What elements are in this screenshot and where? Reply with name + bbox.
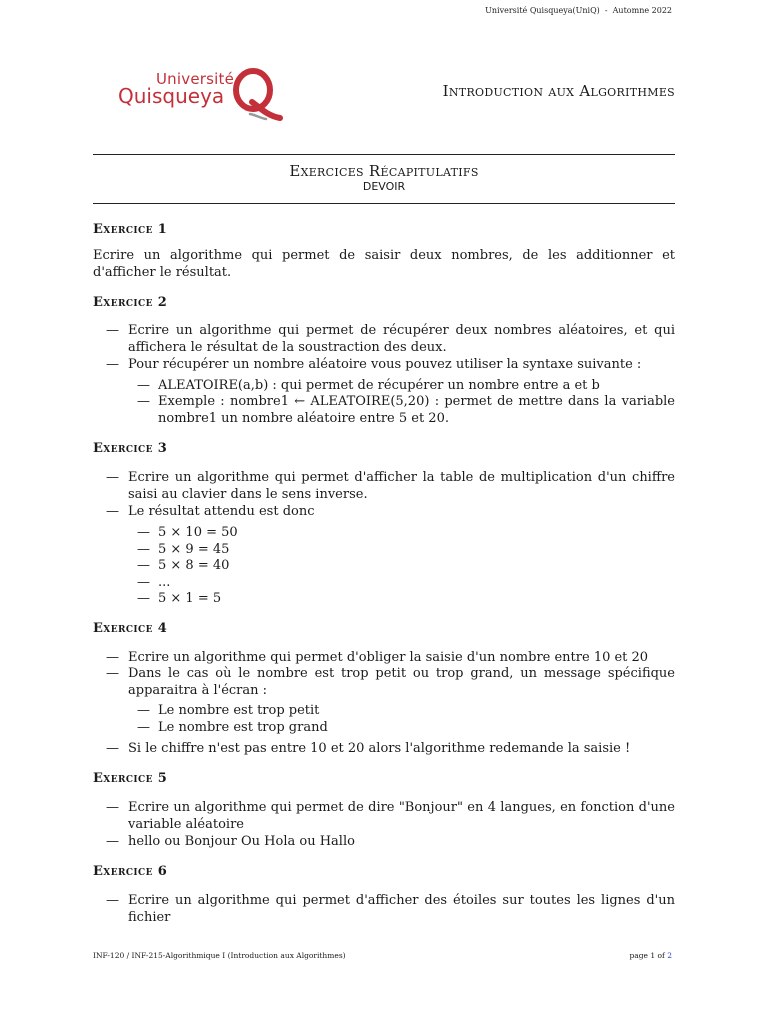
document-title: Exercices Récapitulatifs xyxy=(289,162,479,180)
list-item: — Ecrire un algorithme qui permet de dire "Bonjour" en 4 langues, en fonction d'une variable aléatoire xyxy=(106,800,675,832)
university-logo xyxy=(118,68,293,122)
exercise-1-heading: Exercice 1 xyxy=(93,222,168,237)
q-logo-icon xyxy=(230,68,286,122)
exercise-4-heading: Exercice 4 xyxy=(93,621,168,636)
top-header xyxy=(485,6,672,15)
sub-list-item: — 5 × 1 = 5 xyxy=(137,591,222,606)
bullet-dash: — xyxy=(106,323,119,338)
bullet-dash: — xyxy=(106,893,119,908)
sub-list-item: — 5 × 8 = 40 xyxy=(137,558,230,573)
term: Automne 2022 xyxy=(612,6,672,15)
bullet-dash: — xyxy=(137,703,150,718)
exercise-5-heading: Exercice 5 xyxy=(93,771,168,786)
logo-text-universite: Université xyxy=(156,70,235,88)
document-subtitle: DEVOIR xyxy=(362,180,406,193)
sub-list-item: — Exemple : nombre1 ← ALEATOIRE(5,20) : permet de mettre dans la variable nombre1 un nombre aléatoire entre 5 et 20. xyxy=(137,394,675,426)
exercise-1-text: Ecrire un algorithme qui permet de saisir deux nombres, de les additionner et d'afficher le résultat. xyxy=(93,248,675,280)
bullet-dash: — xyxy=(137,720,150,735)
list-item: — hello ou Bonjour Ou Hola ou Hallo xyxy=(106,834,355,849)
bullet-dash: — xyxy=(106,357,119,372)
sub-list-item: — ALEATOIRE(a,b) : qui permet de récupérer un nombre entre a et b xyxy=(137,378,600,393)
bullet-dash: — xyxy=(137,394,150,409)
bullet-dash: — xyxy=(106,666,119,681)
list-item: — Ecrire un algorithme qui permet de récupérer deux nombres aléatoires, et qui affichera le résultat de la soustraction des deux. xyxy=(106,323,675,355)
title-rule-top xyxy=(93,154,675,155)
footer-course: INF-120 / INF-215-Algorithmique I (Introduction aux Algorithmes) xyxy=(93,951,346,960)
exercise-3-heading: Exercice 3 xyxy=(93,441,168,456)
bullet-dash: — xyxy=(137,558,150,573)
bullet-dash: — xyxy=(137,542,150,557)
sub-list-item: — 5 × 9 = 45 xyxy=(137,542,230,557)
sub-list-item: — Le nombre est trop grand xyxy=(137,720,328,735)
university-name: Université Quisqueya(UniQ) xyxy=(485,6,600,15)
total-pages-link[interactable]: 2 xyxy=(667,951,672,960)
title-rule-bottom xyxy=(93,203,675,204)
list-item: — Le résultat attendu est donc xyxy=(106,504,315,519)
logo-text-quisqueya: Quisqueya xyxy=(118,84,225,108)
list-item: — Pour récupérer un nombre aléatoire vous pouvez utiliser la syntaxe suivante : xyxy=(106,357,642,372)
bullet-dash: — xyxy=(106,504,119,519)
bullet-dash: — xyxy=(106,741,119,756)
bullet-dash: — xyxy=(137,525,150,540)
bullet-dash: — xyxy=(137,591,150,606)
bullet-dash: — xyxy=(106,800,119,815)
list-item: — Si le chiffre n'est pas entre 10 et 20 alors l'algorithme redemande la saisie ! xyxy=(106,741,631,756)
sub-list-item: — 5 × 10 = 50 xyxy=(137,525,238,540)
list-item: — Ecrire un algorithme qui permet d'afficher des étoiles sur toutes les lignes d'un fichier xyxy=(106,893,675,925)
sub-list-item: — Le nombre est trop petit xyxy=(137,703,320,718)
bullet-dash: — xyxy=(137,378,150,393)
bullet-dash: — xyxy=(106,470,119,485)
bullet-dash: — xyxy=(137,575,150,590)
bullet-dash: — xyxy=(106,834,119,849)
list-item: — Ecrire un algorithme qui permet d'afficher la table de multiplication d'un chiffre saisi au clavier dans le sens inverse. xyxy=(106,470,675,502)
sub-list-item: — ... xyxy=(137,575,171,590)
course-title: Introduction aux Algorithmes xyxy=(442,82,675,100)
list-item: — Ecrire un algorithme qui permet d'obliger la saisie d'un nombre entre 10 et 20 xyxy=(106,650,649,665)
page-number: page 1 of 2 xyxy=(629,951,672,960)
exercise-2-heading: Exercice 2 xyxy=(93,295,168,310)
exercise-6-heading: Exercice 6 xyxy=(93,864,168,879)
list-item: — Dans le cas où le nombre est trop petit ou trop grand, un message spécifique apparaitra à l'écran : xyxy=(106,666,675,698)
bullet-dash: — xyxy=(106,650,119,665)
header-separator: - xyxy=(604,6,608,15)
